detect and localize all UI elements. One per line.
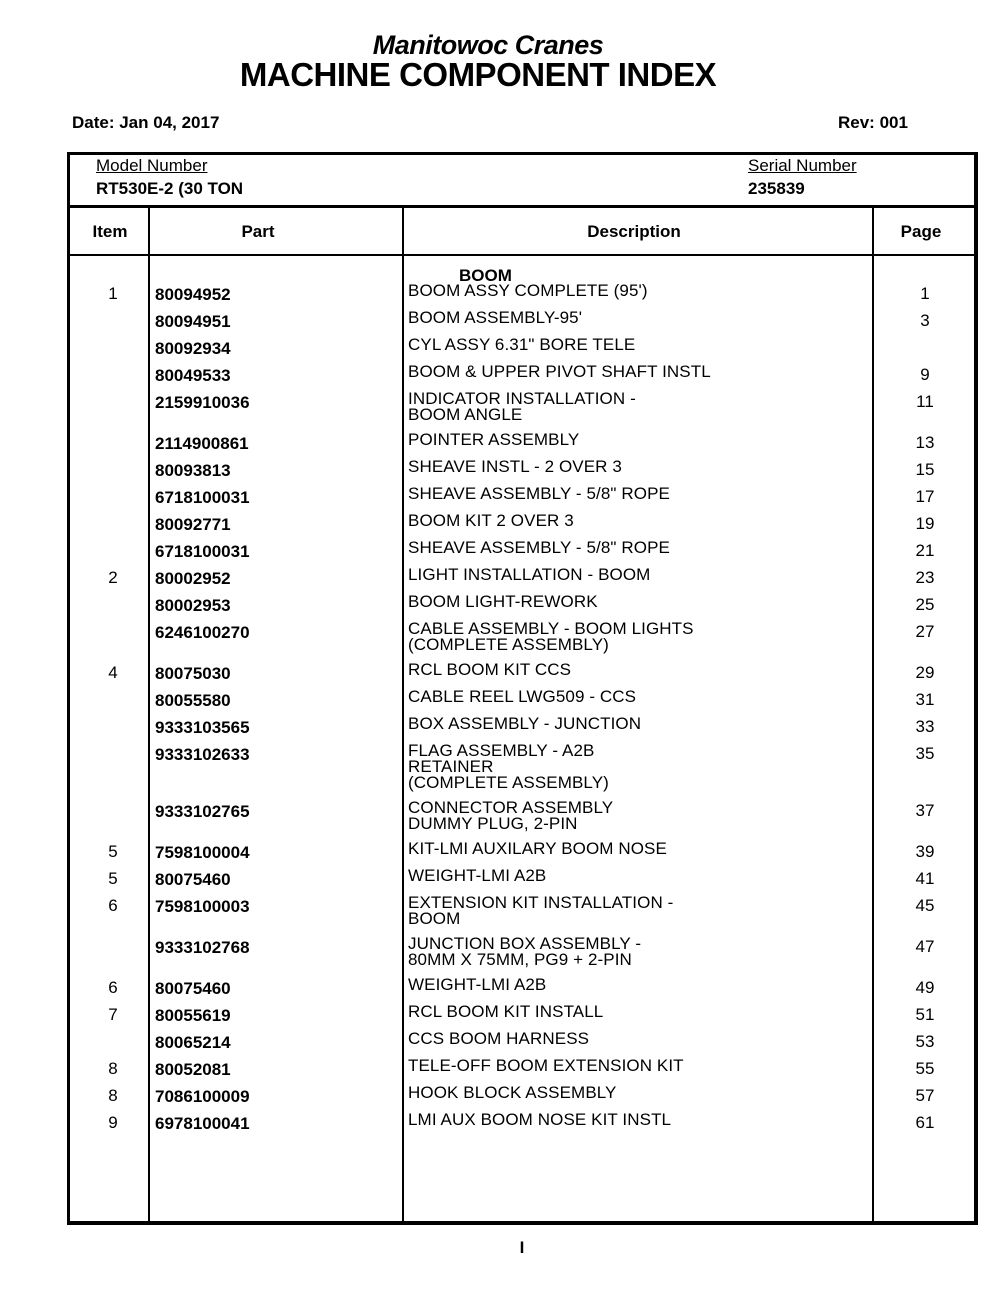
item-number: 5 (108, 842, 118, 861)
part-description (408, 364, 858, 382)
table-row (0, 687, 1000, 710)
document-title: MACHINE COMPONENT INDEX (239, 56, 717, 93)
item-number: 1 (108, 284, 118, 303)
item-number: 4 (108, 663, 118, 682)
description-line: CONNECTOR ASSEMBLY (408, 798, 614, 817)
page-reference: 19 (915, 514, 935, 533)
part-description (408, 486, 858, 504)
page-reference: 21 (915, 541, 935, 560)
part-number: 6718100031 (155, 488, 250, 507)
description-line: BOOM (408, 909, 461, 928)
part-number: 80093813 (155, 461, 231, 480)
part-description (408, 743, 858, 791)
table-row (0, 538, 1000, 561)
table-row (0, 1083, 1000, 1106)
group-title: BOOM (459, 266, 512, 285)
part-description (408, 1031, 858, 1049)
part-description (408, 337, 858, 355)
part-description (408, 1058, 858, 1076)
table-row (0, 743, 1000, 791)
item-number: 5 (108, 869, 118, 888)
table-row (0, 975, 1000, 998)
part-number: 9333102765 (155, 802, 250, 821)
part-number: 9333103565 (155, 718, 250, 737)
page-reference: 13 (915, 433, 935, 452)
page-reference: 45 (915, 896, 935, 915)
part-description (408, 689, 858, 707)
description-line: BOOM LIGHT-REWORK (408, 592, 598, 611)
page-reference: 53 (915, 1032, 935, 1051)
part-number: 80094952 (155, 285, 231, 304)
item-number: 7 (108, 1005, 118, 1024)
page-reference: 51 (915, 1005, 935, 1024)
table-row (0, 800, 1000, 832)
part-description (408, 621, 858, 653)
page-reference: 17 (915, 487, 935, 506)
part-number: 80002953 (155, 596, 231, 615)
column-header-part: Part (241, 222, 275, 241)
description-line: JUNCTION BOX ASSEMBLY - (408, 934, 642, 953)
description-line: CABLE ASSEMBLY - BOOM LIGHTS (408, 619, 694, 638)
part-number: 6246100270 (155, 623, 250, 642)
company-name: Manitowoc Cranes (372, 30, 604, 60)
item-number: 9 (108, 1113, 118, 1132)
part-description (408, 391, 858, 423)
table-row (0, 457, 1000, 480)
part-number: 2114900861 (155, 434, 249, 453)
item-number: 8 (108, 1059, 118, 1078)
part-number: 6718100031 (155, 542, 250, 561)
document-date: Date: Jan 04, 2017 (72, 113, 220, 132)
description-line: TELE-OFF BOOM EXTENSION KIT (408, 1056, 684, 1075)
table-row (0, 866, 1000, 889)
table-row (0, 621, 1000, 653)
part-description (408, 1085, 858, 1103)
part-number: 80049533 (155, 366, 231, 385)
part-number: 7598100004 (155, 843, 250, 862)
description-line: RCL BOOM KIT CCS (408, 660, 572, 679)
table-row (0, 391, 1000, 423)
table-row (0, 511, 1000, 534)
page-reference: 31 (915, 690, 935, 709)
page-reference: 35 (915, 744, 935, 763)
page-reference: 57 (915, 1086, 935, 1105)
description-line: EXTENSION KIT INSTALLATION - (408, 893, 674, 912)
page-reference: 41 (915, 869, 935, 888)
description-line: SHEAVE ASSEMBLY - 5/8" ROPE (408, 484, 670, 503)
page-reference: 39 (915, 842, 935, 861)
description-line: CYL ASSY 6.31" BORE TELE (408, 335, 636, 354)
table-row (0, 895, 1000, 927)
description-line: POINTER ASSEMBLY (408, 430, 580, 449)
description-line: WEIGHT-LMI A2B (408, 866, 547, 885)
table-row (0, 565, 1000, 588)
part-description (408, 567, 858, 585)
part-number: 80075030 (155, 664, 231, 683)
page-reference: 9 (920, 365, 930, 384)
part-number: 6978100041 (155, 1114, 250, 1133)
page-reference: 61 (915, 1113, 935, 1132)
page-reference: 29 (915, 663, 935, 682)
column-header-description: Description (587, 222, 681, 241)
table-row (0, 1110, 1000, 1133)
description-line: CCS BOOM HARNESS (408, 1029, 590, 1048)
page-reference: 3 (920, 311, 930, 330)
table-row (0, 281, 1000, 304)
description-line: 80MM X 75MM, PG9 + 2-PIN (408, 950, 632, 969)
serial-number-label: Serial Number (748, 156, 857, 175)
part-number: 9333102633 (155, 745, 250, 764)
description-line: RCL BOOM KIT INSTALL (408, 1002, 604, 1021)
part-description (408, 540, 858, 558)
item-number: 2 (108, 568, 118, 587)
description-line: SHEAVE ASSEMBLY - 5/8" ROPE (408, 538, 670, 557)
part-number: 80075460 (155, 979, 231, 998)
table-row (0, 335, 1000, 358)
table-row (0, 714, 1000, 737)
description-line: SHEAVE INSTL - 2 OVER 3 (408, 457, 622, 476)
table-row (0, 308, 1000, 331)
page-reference: 33 (915, 717, 935, 736)
description-line: RETAINER (408, 757, 494, 776)
part-description (408, 841, 858, 859)
header-divider (67, 254, 975, 256)
part-number: 80075460 (155, 870, 231, 889)
part-number: 80092771 (155, 515, 231, 534)
page-reference: 25 (915, 595, 935, 614)
description-line: FLAG ASSEMBLY - A2B (408, 741, 595, 760)
part-description (408, 283, 858, 301)
table-row (0, 1056, 1000, 1079)
description-line: LIGHT INSTALLATION - BOOM (408, 565, 651, 584)
page-reference: 55 (915, 1059, 935, 1078)
part-description (408, 936, 858, 968)
page-reference: 15 (915, 460, 935, 479)
table-row (0, 1002, 1000, 1025)
part-number: 80055580 (155, 691, 231, 710)
table-row (0, 484, 1000, 507)
item-number: 6 (108, 896, 118, 915)
table-row (0, 1029, 1000, 1052)
item-number: 6 (108, 978, 118, 997)
column-header-page: Page (900, 222, 942, 241)
item-number: 8 (108, 1086, 118, 1105)
part-number: 7086100009 (155, 1087, 250, 1106)
part-number: 9333102768 (155, 938, 250, 957)
part-number: 80052081 (155, 1060, 231, 1079)
part-description (408, 1112, 858, 1130)
table-row (0, 660, 1000, 683)
description-line: WEIGHT-LMI A2B (408, 975, 547, 994)
part-description (408, 1004, 858, 1022)
document-revision: Rev: 001 (838, 113, 908, 132)
table-row (0, 592, 1000, 615)
description-line: LMI AUX BOOM NOSE KIT INSTL (408, 1110, 672, 1129)
part-description (408, 662, 858, 680)
part-description (408, 800, 858, 832)
part-description (408, 459, 858, 477)
part-description (408, 432, 858, 450)
part-number: 7598100003 (155, 897, 250, 916)
description-line: (COMPLETE ASSEMBLY) (408, 773, 609, 792)
serial-number-value: 235839 (748, 179, 805, 198)
page-reference: 49 (915, 978, 935, 997)
part-number: 80065214 (155, 1033, 231, 1052)
page-number: I (519, 1238, 525, 1257)
model-divider (67, 205, 975, 208)
description-line: HOOK BLOCK ASSEMBLY (408, 1083, 617, 1102)
part-description (408, 977, 858, 995)
description-line: KIT-LMI AUXILARY BOOM NOSE (408, 839, 667, 858)
part-description (408, 513, 858, 531)
part-description (408, 868, 858, 886)
part-number: 80094951 (155, 312, 231, 331)
table-row (0, 430, 1000, 453)
part-number: 80002952 (155, 569, 231, 588)
description-line: DUMMY PLUG, 2-PIN (408, 814, 578, 833)
description-line: CABLE REEL LWG509 - CCS (408, 687, 637, 706)
model-number-value: RT530E-2 (30 TON (96, 179, 244, 198)
page-reference: 1 (920, 284, 930, 303)
page-reference: 37 (915, 801, 935, 820)
page-reference: 27 (915, 622, 935, 641)
description-line: BOOM ANGLE (408, 405, 523, 424)
page-reference: 11 (916, 392, 934, 411)
table-row (0, 362, 1000, 385)
table-row (0, 936, 1000, 968)
part-number: 2159910036 (155, 393, 250, 412)
part-number: 80055619 (155, 1006, 231, 1025)
description-line: BOX ASSEMBLY - JUNCTION (408, 714, 642, 733)
description-line: INDICATOR INSTALLATION - (408, 389, 636, 408)
part-description (408, 716, 858, 734)
description-line: BOOM & UPPER PIVOT SHAFT INSTL (408, 362, 711, 381)
column-header-item: Item (92, 222, 128, 241)
table-row (0, 839, 1000, 862)
part-number: 80092934 (155, 339, 231, 358)
index-rows (0, 283, 1000, 1139)
part-description (408, 594, 858, 612)
description-line: BOOM KIT 2 OVER 3 (408, 511, 574, 530)
description-line: BOOM ASSEMBLY-95' (408, 308, 583, 327)
page-reference: 47 (915, 937, 935, 956)
description-line: BOOM ASSY COMPLETE (95') (408, 281, 648, 300)
page-reference: 23 (915, 568, 935, 587)
model-number-label: Model Number (96, 156, 208, 175)
description-line: (COMPLETE ASSEMBLY) (408, 635, 609, 654)
part-description (408, 895, 858, 927)
part-description (408, 310, 858, 328)
